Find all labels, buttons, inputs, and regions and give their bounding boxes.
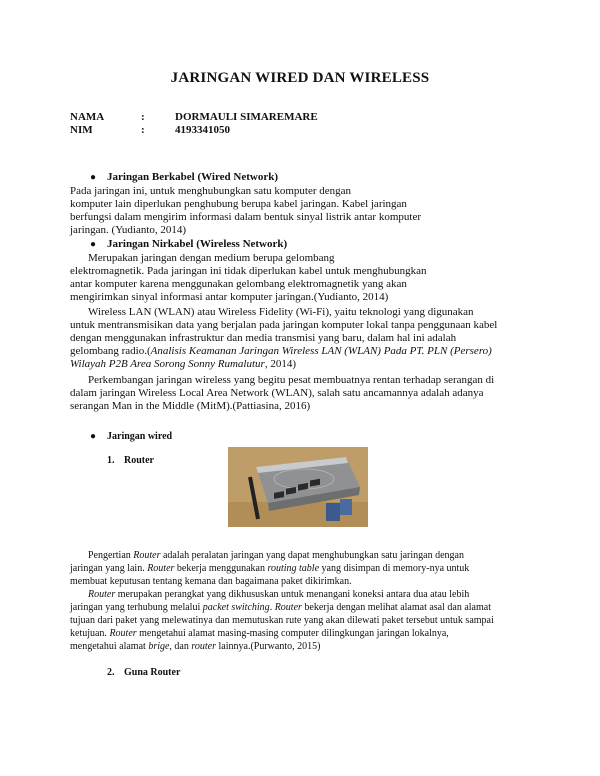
- body-line: [70, 602, 491, 614]
- text-span: packet switching: [202, 602, 270, 613]
- body-line: jaringan. (Yudianto, 2014): [70, 224, 187, 236]
- router-photo: [228, 447, 368, 527]
- section-heading-wireless-network: Jaringan Nirkabel (Wireless Network): [107, 238, 288, 250]
- text-span: merupakan perangkat yang dikhususkan untuk menangani koneksi antara dua atau lebih: [115, 589, 470, 600]
- text-span: brige: [148, 641, 170, 652]
- list-number: 1.: [107, 455, 115, 466]
- body-line: [88, 589, 469, 601]
- body-line: dengan menggunakan infrastruktur dan media transmisi yang baru, dalam hal ini adalah: [70, 332, 457, 344]
- body-line: [70, 358, 296, 371]
- body-line: [70, 641, 320, 653]
- body-line: dalam jaringan Wireless Local Area Network (WLAN), salah satu ancamannya adalah adanya: [70, 387, 484, 399]
- body-line: [70, 563, 469, 575]
- text-span: routing table: [267, 563, 320, 574]
- body-line: komputer lain diperlukan penghubung berupa kabel jaringan. Kabel jaringan: [70, 198, 407, 210]
- body-line: [70, 628, 449, 640]
- body-line: antar komputer karena menggunakan gelombang elektromagnetik yang akan: [70, 278, 407, 290]
- body-line: serangan Man in the Middle (MitM).(Pattiasina, 2016): [70, 400, 311, 412]
- text-span: Router: [133, 550, 161, 561]
- text-span: bekerja dengan melihat alamat asal dan alamat: [301, 602, 491, 613]
- text-span: bekerja menggunakan: [174, 563, 268, 574]
- body-line: berfungsi dalam mengirim informasi dalam bentuk sinyal listrik antar komputer: [70, 211, 422, 223]
- nama-separator: :: [141, 111, 145, 123]
- text-span: .: [269, 602, 275, 613]
- body-line: Perkembangan jaringan wireless yang begitu pesat membuatnya rentan terhadap serangan di: [88, 374, 495, 386]
- network-cable: [326, 503, 340, 521]
- text-span: Router: [147, 563, 175, 574]
- body-line: tujuan dari paket yang melewatinya dan memutuskan rute yang akan dilewati paket tersebut untuk sampai: [70, 615, 494, 626]
- body-line: elektromagnetik. Pada jaringan ini tidak diperlukan kabel untuk menghubungkan: [70, 265, 427, 277]
- list-item-guna-router: Guna Router: [124, 667, 181, 678]
- list-number: 2.: [107, 667, 115, 678]
- nama-label: NAMA: [70, 111, 105, 123]
- bullet-icon: ●: [90, 239, 97, 250]
- text-span: yang disimpan di memory-nya untuk: [319, 563, 470, 574]
- text-span: Router: [274, 602, 302, 613]
- text-span: jaringan yang lain.: [70, 563, 148, 574]
- text-span: lainnya.(Purwanto, 2015): [216, 641, 321, 652]
- text-span: jaringan yang terhubung melalui: [70, 602, 203, 613]
- section-heading-jaringan-wired: Jaringan wired: [107, 431, 173, 442]
- text-span: Router: [109, 628, 137, 639]
- nim-separator: :: [141, 124, 145, 136]
- body-line: Pada jaringan ini, untuk menghubungkan satu komputer dengan: [70, 185, 352, 197]
- citation-title: Wilayah P2B Area Sorong Sonny Rumalutur: [70, 358, 265, 370]
- list-item-router: Router: [124, 455, 154, 466]
- text-span: , 2014): [264, 358, 296, 370]
- nama-value: DORMAULI SIMAREMARE: [175, 111, 318, 123]
- nim-value: 4193341050: [175, 124, 230, 136]
- body-line: membuat keputusan tentang kemana dan bagaimana paket dikirimkan.: [70, 576, 352, 587]
- text-span: mengetahui alamat masing-masing computer dilingkungan jaringan lokalnya,: [136, 628, 449, 639]
- body-line: untuk mentransmisikan data yang berjalan pada jaringan komputer lokal tanpa penggunaan kabel: [70, 319, 498, 331]
- body-line: mengirimkan sinyal informasi antar komputer jaringan.(Yudianto, 2014): [70, 291, 389, 303]
- text-span: router: [191, 641, 217, 652]
- body-line: [88, 550, 464, 562]
- text-span: adalah peralatan jaringan yang dapat menghubungkan satu jaringan dengan: [160, 550, 464, 561]
- text-span: Router: [88, 589, 116, 600]
- text-span: gelombang radio.(: [70, 345, 151, 357]
- body-line: [70, 345, 492, 358]
- body-line: Wireless LAN (WLAN) atau Wireless Fidelity (Wi-Fi), yaitu teknologi yang digunakan: [88, 306, 474, 318]
- body-line: Merupakan jaringan dengan medium berupa gelombang: [88, 252, 335, 264]
- section-heading-wired-network: Jaringan Berkabel (Wired Network): [107, 171, 278, 183]
- bullet-icon: ●: [90, 431, 97, 442]
- text-span: ketujuan.: [70, 628, 110, 639]
- text-span: Pengertian: [88, 550, 134, 561]
- router-image: [228, 447, 368, 527]
- text-span: , dan: [169, 641, 192, 652]
- page-title: JARINGAN WIRED DAN WIRELESS: [170, 70, 430, 86]
- bullet-icon: ●: [90, 172, 97, 183]
- text-span: mengetahui alamat: [70, 641, 149, 652]
- citation-title: Analisis Keamanan Jaringan Wireless LAN (WLAN) Pada PT. PLN (Persero): [150, 345, 492, 357]
- nim-label: NIM: [70, 124, 93, 136]
